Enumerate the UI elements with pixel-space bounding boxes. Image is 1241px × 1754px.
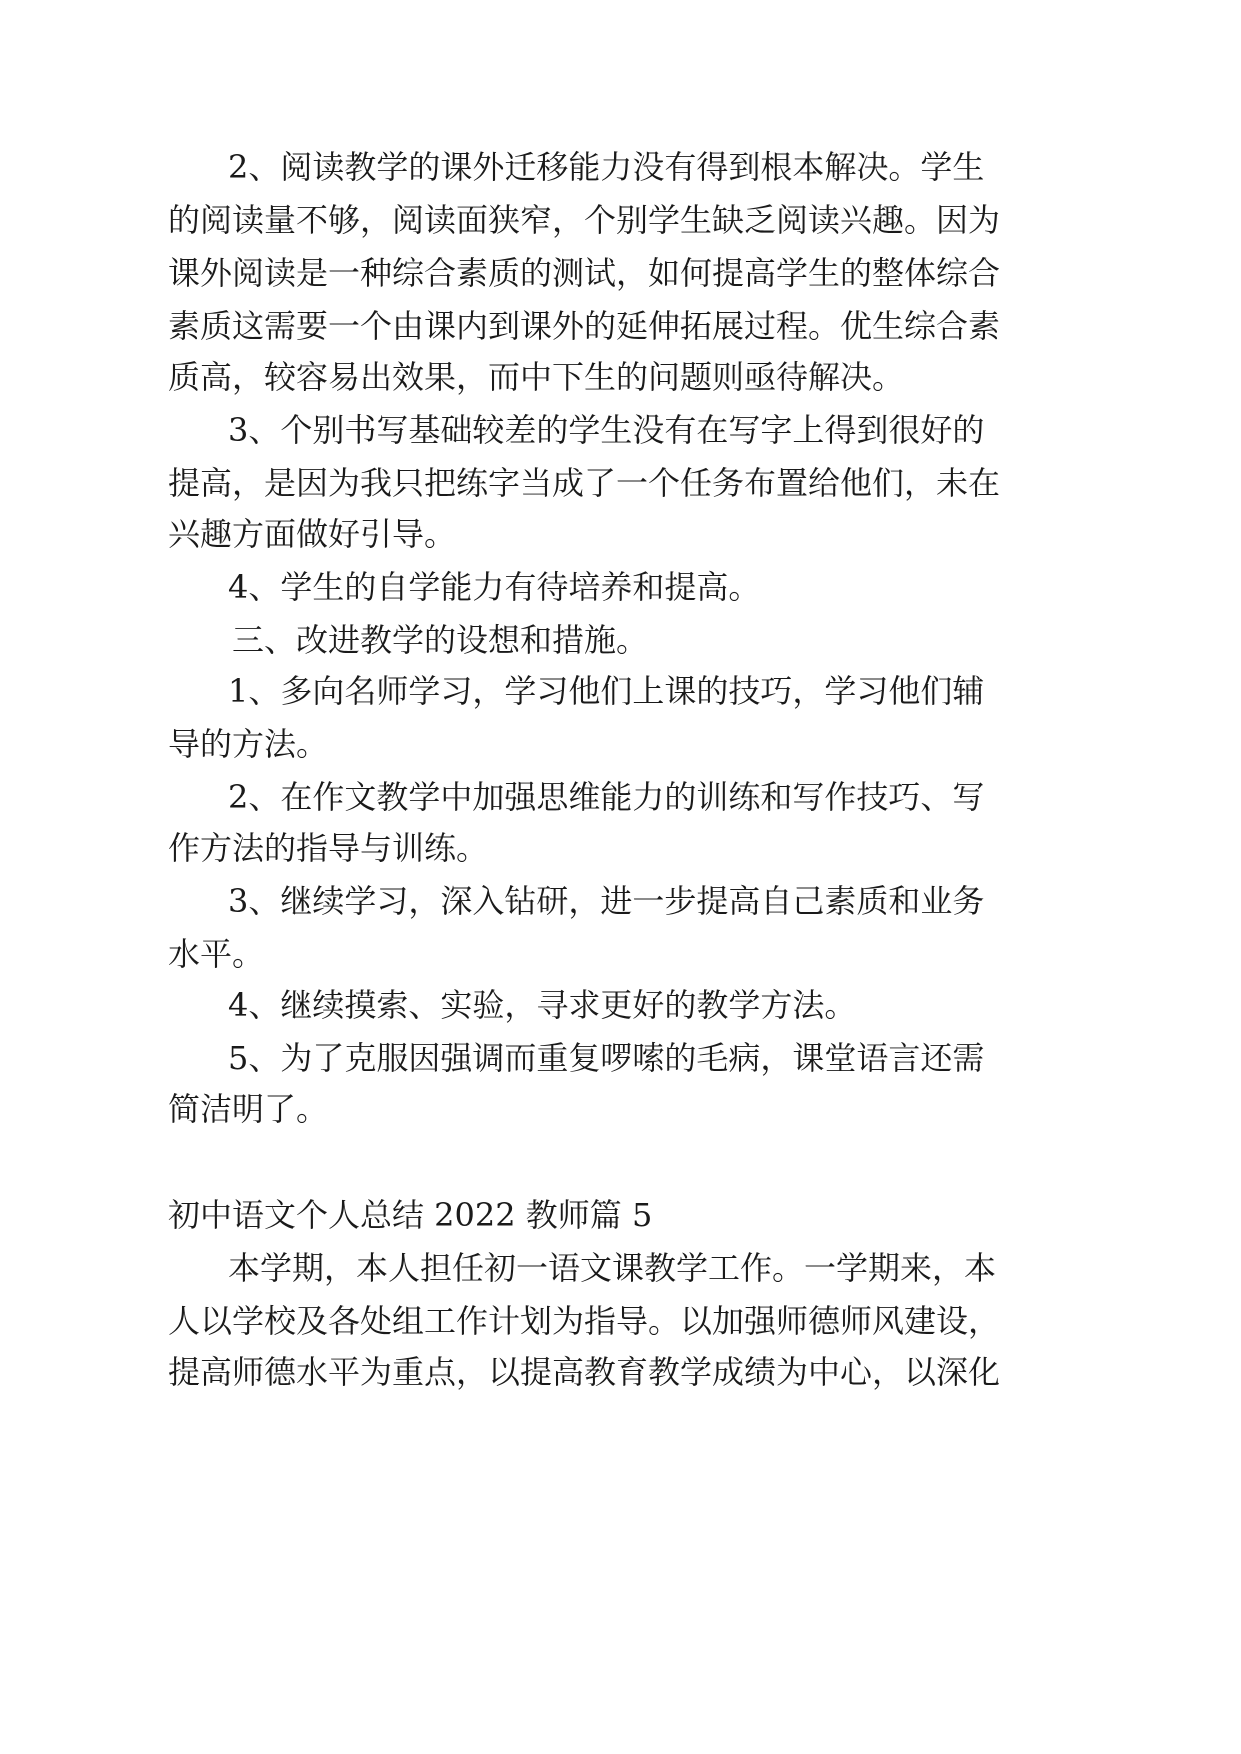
text-line: 质高，较容易出效果，而中下生的问题则亟待解决。 bbox=[168, 358, 905, 396]
text-line: 5、为了克服因强调而重复啰嗦的毛病，课堂语言还需 bbox=[228, 1039, 985, 1077]
text-line: 本学期，本人担任初一语文课教学工作。一学期来，本 bbox=[228, 1249, 997, 1287]
text-line: 2、阅读教学的课外迁移能力没有得到根本解决。学生 bbox=[228, 148, 985, 186]
section-title: 初中语文个人总结 2022 教师篇 5 bbox=[168, 1196, 653, 1234]
text-line: 3、继续学习，深入钻研，进一步提高自己素质和业务 bbox=[228, 882, 985, 920]
text-line: 4、继续摸索、实验，寻求更好的教学方法。 bbox=[228, 986, 857, 1024]
text-line: 3、个别书写基础较差的学生没有在写字上得到很好的 bbox=[228, 411, 985, 449]
text-line: 提高，是因为我只把练字当成了一个任务布置给他们，未在 bbox=[168, 464, 1001, 502]
text-line: 人以学校及各处组工作计划为指导。以加强师德师风建设， bbox=[168, 1302, 1001, 1340]
text-line: 2、在作文教学中加强思维能力的训练和写作技巧、写 bbox=[228, 778, 985, 816]
text-line: 课外阅读是一种综合素质的测试，如何提高学生的整体综合 bbox=[168, 254, 1001, 292]
text-line: 的阅读量不够，阅读面狭窄，个别学生缺乏阅读兴趣。因为 bbox=[168, 201, 1001, 239]
text-line: 简洁明了。 bbox=[168, 1090, 329, 1128]
text-line: 提高师德水平为重点，以提高教育教学成绩为中心，以深化 bbox=[168, 1353, 1001, 1391]
text-line: 水平。 bbox=[168, 935, 265, 973]
text-line: 1、多向名师学习，学习他们上课的技巧，学习他们辅 bbox=[228, 672, 985, 710]
text-line: 导的方法。 bbox=[168, 725, 329, 763]
text-line: 作方法的指导与训练。 bbox=[168, 829, 489, 867]
text-line: 兴趣方面做好引导。 bbox=[168, 515, 457, 553]
text-line: 素质这需要一个由课内到课外的延伸拓展过程。优生综合素 bbox=[168, 307, 1001, 345]
text-line: 4、学生的自学能力有待培养和提高。 bbox=[228, 568, 761, 606]
section-heading: 三、改进教学的设想和措施。 bbox=[232, 621, 649, 659]
